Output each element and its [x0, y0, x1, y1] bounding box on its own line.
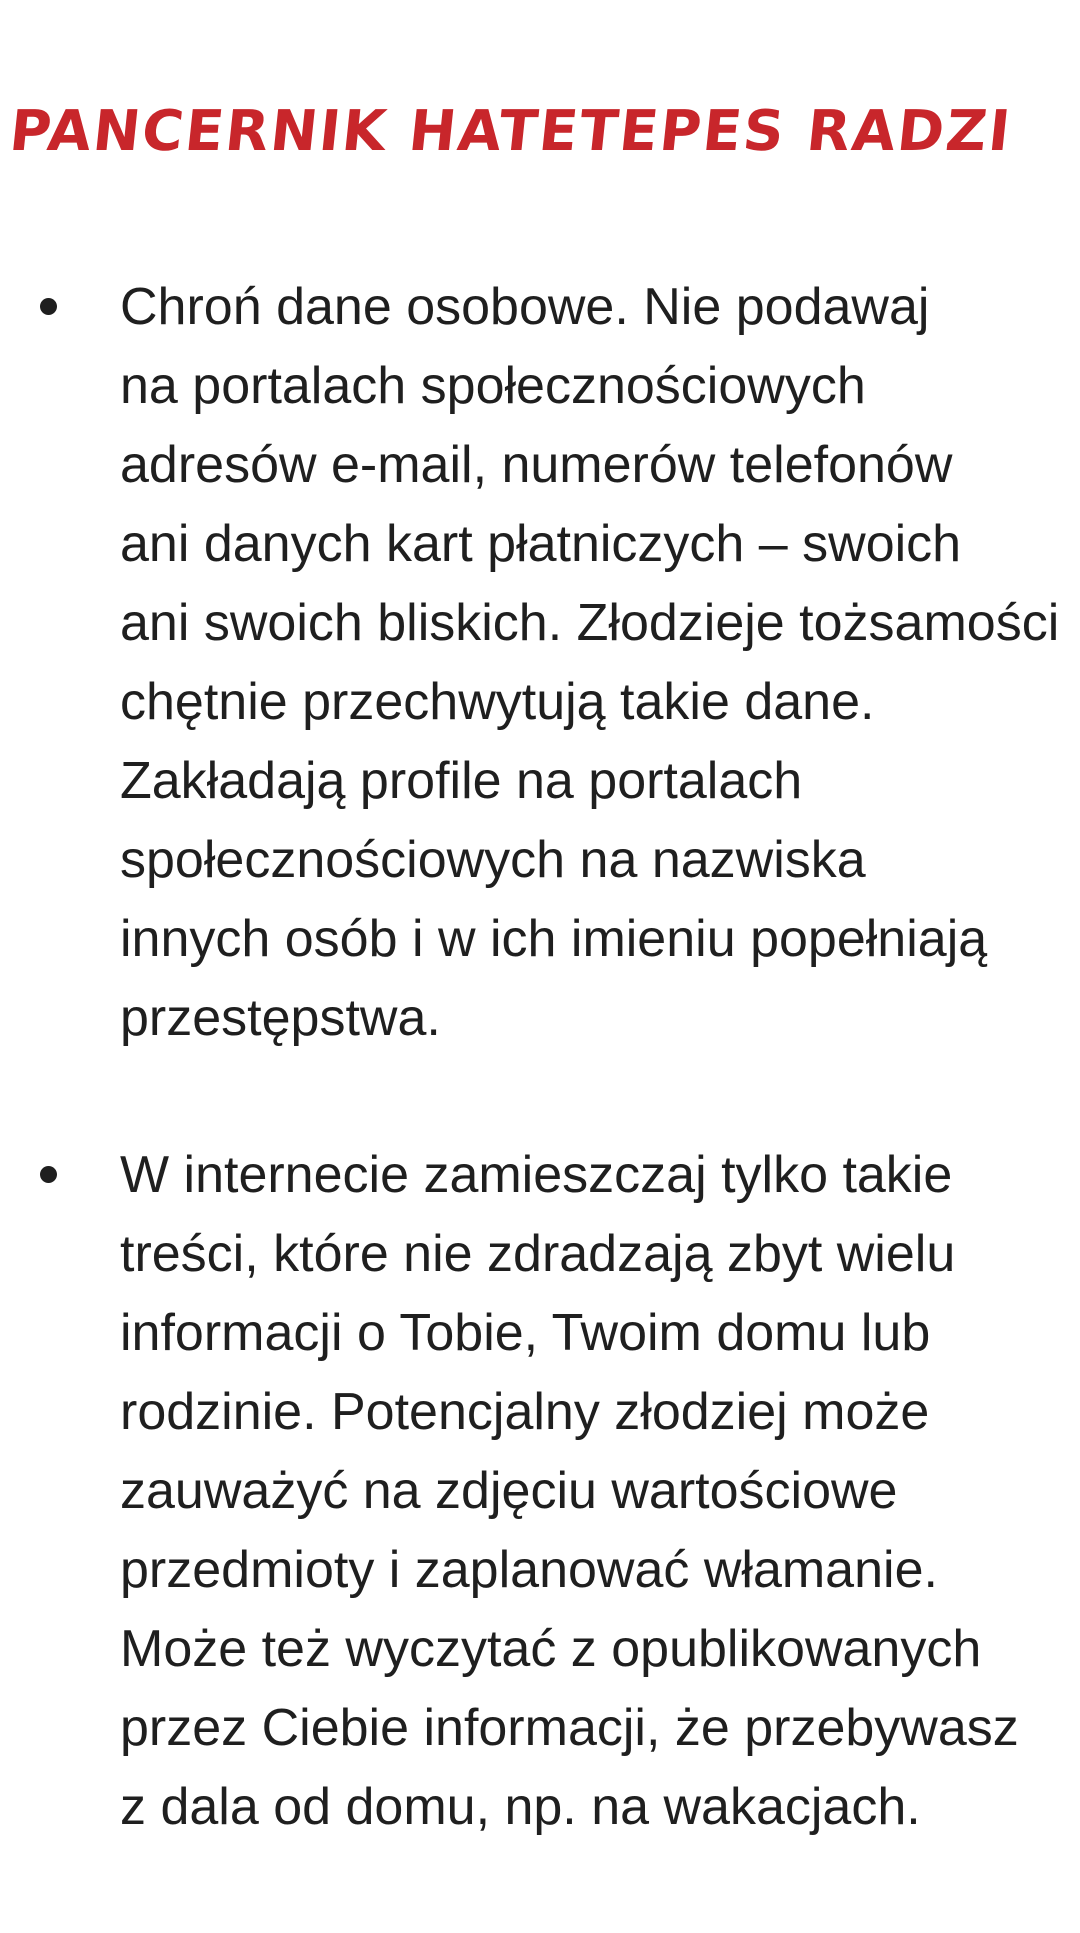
bullet-icon [40, 298, 57, 315]
text-line: W internecie zamieszczaj tylko takie [120, 1146, 953, 1204]
text-line: ani swoich bliskich. Złodzieje tożsamości [120, 594, 1060, 652]
text-line: Zakładają profile na portalach [120, 752, 803, 810]
text-line: przedmioty i zaplanować włamanie. [120, 1541, 938, 1599]
text-line: chętnie przechwytują takie dane. [120, 673, 875, 731]
text-line: ani danych kart płatniczych – swoich [120, 515, 962, 573]
text-line: na portalach społecznościowych [120, 357, 866, 415]
text-line: zauważyć na zdjęciu wartościowe [120, 1462, 898, 1520]
text-line: z dala od domu, np. na wakacjach. [120, 1778, 921, 1836]
page-heading: PANCERNIK HATETEPES RADZI [6, 99, 1015, 164]
advice-text [120, 268, 1070, 1058]
text-line: treści, które nie zdradzają zbyt wielu [120, 1225, 956, 1283]
text-line: innych osób i w ich imieniu popełniają [120, 910, 988, 968]
advice-text [120, 1136, 1070, 1847]
text-line: adresów e-mail, numerów telefonów [120, 436, 953, 494]
text-line: społecznościowych na nazwiska [120, 831, 866, 889]
text-line: Chroń dane osobowe. Nie podawaj [120, 278, 930, 336]
text-line: informacji o Tobie, Twoim domu lub [120, 1304, 931, 1362]
text-line: przez Ciebie informacji, że przebywasz [120, 1699, 1019, 1757]
bullet-icon [40, 1166, 57, 1183]
text-line: przestępstwa. [120, 989, 441, 1047]
text-line: Może też wyczytać z opublikowanych [120, 1620, 982, 1678]
text-line: rodzinie. Potencjalny złodziej może [120, 1383, 930, 1441]
